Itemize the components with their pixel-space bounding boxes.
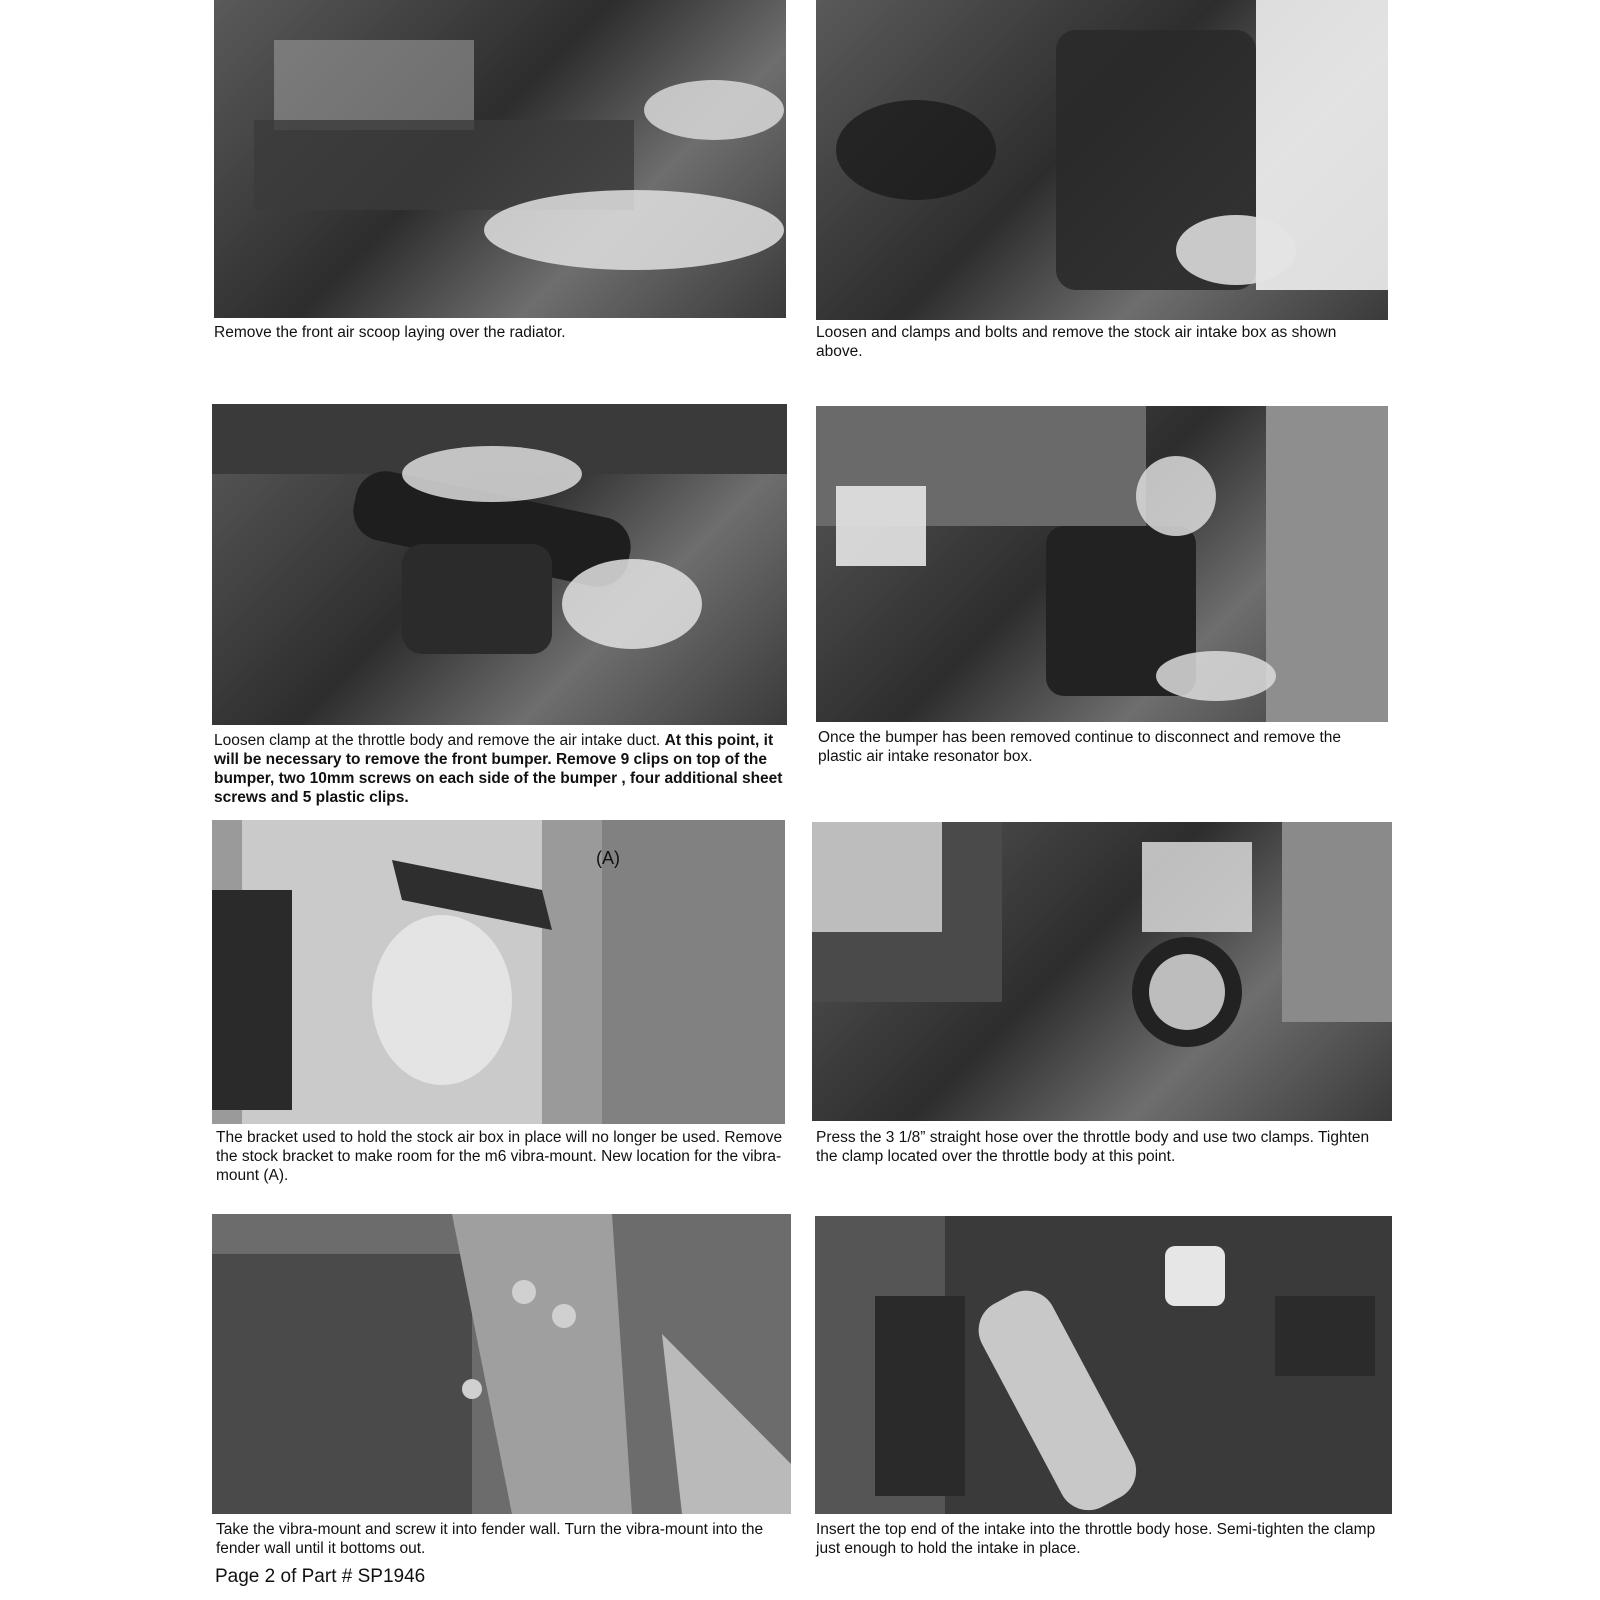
step-2-caption: Loosen and clamps and bolts and remove the stock air intake box as shown above. <box>816 324 1337 360</box>
photo-remove-intake-box <box>816 0 1388 320</box>
intake-duct-photo-icon <box>212 404 787 725</box>
engine-air-scoop-photo-icon <box>214 0 786 318</box>
photo-vibra-mount <box>212 1214 791 1514</box>
photo-remove-intake-duct <box>212 404 787 725</box>
step-3-caption-plain: Loosen clamp at the throttle body and remove the air intake duct. <box>214 732 661 749</box>
vibra-mount-photo-icon <box>212 1214 791 1514</box>
step-5-caption: The bracket used to hold the stock air box in place will no longer be used. Remove the stock bracket to make room for the m6 vibra-mount. New location for the vibra-mount (A). <box>216 1129 783 1184</box>
step-3-caption <box>214 731 784 807</box>
resonator-box-photo-icon <box>816 406 1388 722</box>
photo-bracket <box>212 820 785 1124</box>
step-1-caption: Remove the front air scoop laying over the radiator. <box>214 324 566 341</box>
photo-throttle-body-hose <box>812 822 1392 1121</box>
intake-install-photo-icon <box>815 1216 1392 1514</box>
photo-intake-install <box>815 1216 1392 1514</box>
step-3-caption-bold: At this point, it will be necessary to remove the front bumper. Remove 9 clips on top of the bumper, two 10mm screws on each side of the bumper , four additional sheet screws and 5 plastic clips. <box>214 732 783 806</box>
bracket-location-label: (A) <box>596 848 620 868</box>
step-7-caption: Take the vibra-mount and screw it into fender wall. Turn the vibra-mount into the fender wall until it bottoms out. <box>216 1521 764 1557</box>
throttle-body-hose-photo-icon <box>812 822 1392 1121</box>
step-4-caption: Once the bumper has been removed continue to disconnect and remove the plastic air intake resonator box. <box>818 729 1342 765</box>
step-8-caption: Insert the top end of the intake into the throttle body hose. Semi-tighten the clamp just enough to hold the intake in place. <box>816 1521 1376 1557</box>
air-intake-box-photo-icon <box>816 0 1388 320</box>
photo-remove-resonator-box <box>816 406 1388 722</box>
page-footer: Page 2 of Part # SP1946 <box>215 1566 426 1587</box>
step-6-caption: Press the 3 1/8” straight hose over the throttle body and use two clamps. Tighten the clamp located over the throttle body at this point. <box>816 1129 1370 1165</box>
photo-remove-air-scoop <box>214 0 786 318</box>
bracket-photo-icon <box>212 820 785 1124</box>
